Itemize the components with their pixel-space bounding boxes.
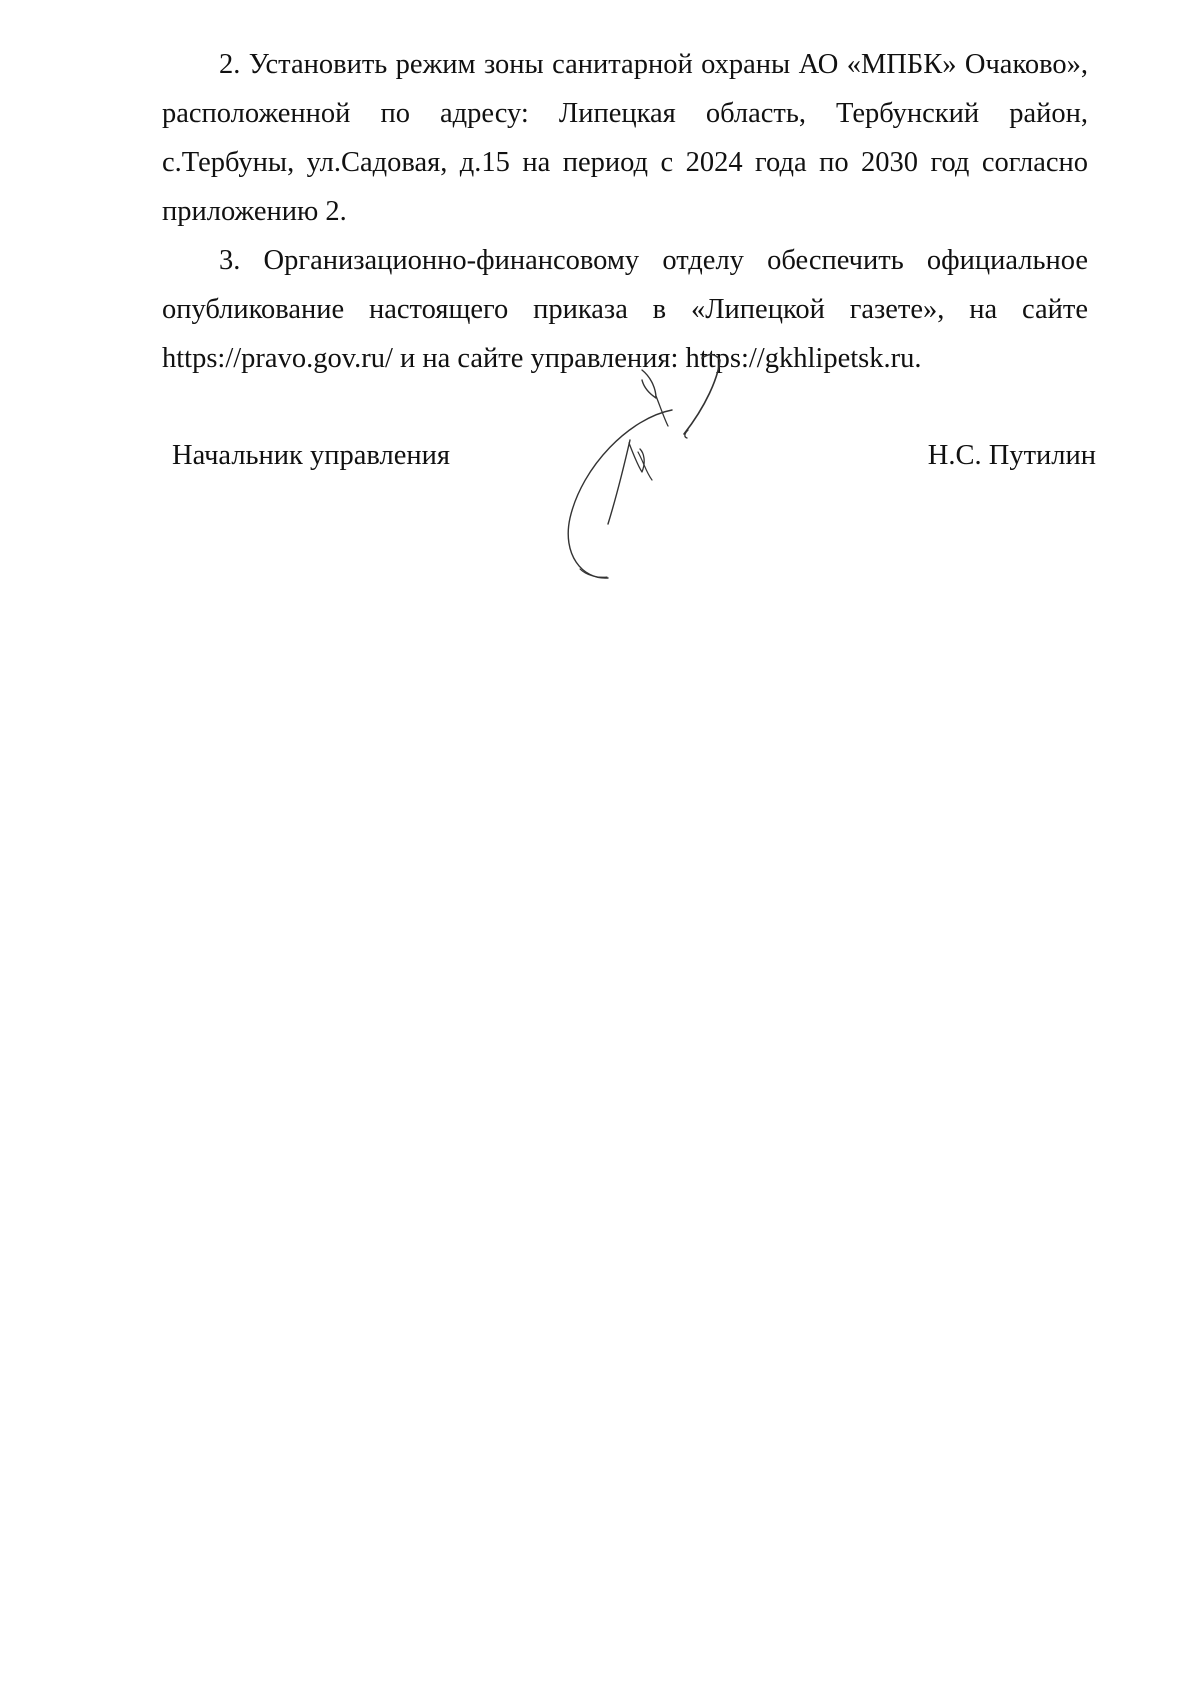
handwritten-signature	[560, 348, 820, 608]
paragraph-3-publication: 3. Организационно-финансовому отделу обеспечить официальное опубликование настоящего приказа в «Липецкой газете», на сайте https://pravo.gov.ru/ и на сайте управления: https://gkhlipetsk.ru.	[162, 245, 1088, 374]
document-body	[162, 40, 1088, 383]
paragraph-2-sanitary-zone: 2. Установить режим зоны санитарной охраны АО «МПБК» Очаково», расположенной по адресу: Липецкая область, Тербунский район, с.Тербуны, ул.Садовая, д.15 на период с 2024 года по 2030 год согласно приложению 2.	[162, 49, 1088, 227]
signer-position-title: Начальник управления	[172, 440, 450, 471]
signer-name: Н.С. Путилин	[927, 440, 1096, 471]
